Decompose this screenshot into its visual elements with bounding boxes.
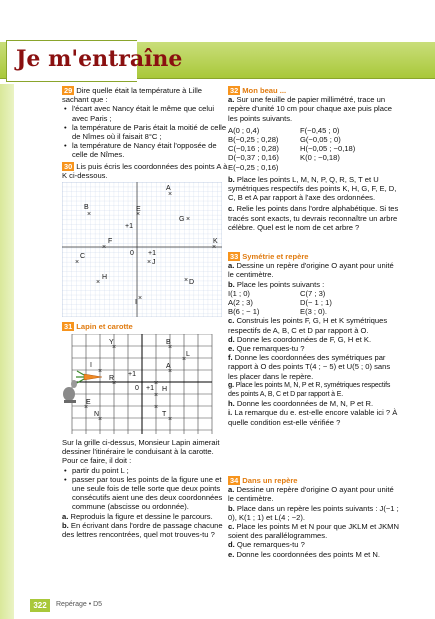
list-item: • l'écart avec Nancy était le même que celui avec Paris ;	[72, 104, 230, 122]
question-c: Construis les points F, G, H et K symétriques respectifs de A, B, C et D par rapport à O.	[228, 316, 388, 335]
exercise-32	[228, 86, 400, 232]
exercise-31-heading	[62, 322, 230, 331]
point-label-g: G	[179, 216, 185, 223]
coordinate: B(6 ; − 1)	[228, 307, 260, 317]
point-label-r: R	[109, 375, 115, 382]
point-label-e: E	[86, 399, 91, 406]
svg-text:×: ×	[153, 392, 159, 399]
question-b: Place les points suivants :	[236, 279, 325, 289]
exercise-text: Sur la grille ci-dessus, Monsieur Lapin aimerait dessiner l'itinéraire le conduisant à la carotte. Pour ce faire, il doit :	[62, 438, 220, 466]
svg-text:×: ×	[153, 404, 159, 411]
point-label-e: E	[136, 206, 141, 213]
svg-text:×: ×	[74, 259, 80, 266]
question-label: b.	[228, 174, 235, 184]
coordinate-grid-30	[62, 182, 222, 317]
question-a: Reproduis la figure et dessine le parcours.	[70, 511, 213, 521]
question-label: e.	[228, 549, 235, 559]
coordinate	[300, 163, 372, 172]
point-label-y: Y	[109, 339, 114, 346]
point-label-t: T	[162, 411, 167, 418]
svg-text:×: ×	[167, 368, 173, 375]
exercise-number: 33	[230, 252, 239, 261]
point-label-a: A	[166, 185, 171, 192]
point-label-d: D	[189, 279, 195, 286]
question-label: h.	[228, 399, 235, 409]
exercise-title: Mon beau ...	[242, 86, 287, 95]
svg-text:×: ×	[86, 211, 92, 218]
exercise-text: Lis puis écris les coordonnées des points A à K ci-dessous.	[62, 162, 228, 181]
point-label-h: H	[102, 274, 108, 281]
question-label: a.	[62, 511, 69, 521]
svg-text:×: ×	[167, 344, 173, 351]
coordinate: D(− 1 ; 1)	[300, 298, 332, 308]
unit-label: +1	[125, 223, 133, 230]
question-label: b.	[228, 503, 235, 513]
exercise-number: 34	[230, 476, 239, 485]
exercise-30	[62, 162, 230, 180]
exercise-number: 30	[64, 162, 73, 171]
list-item: • la température de Paris était la moitié de celle de Nîmes où il faisait 8°C ;	[72, 123, 230, 141]
exercise-text: Dire quelle était la température à Lille sachant que :	[62, 86, 203, 105]
question-c: Relie les points dans l'ordre alphabétique. Si tes tracés sont exacts, tu devrais reconnaître un arbre célèbre. Quel est le nom de cet arbre ?	[228, 204, 399, 232]
svg-text:×: ×	[135, 211, 141, 218]
point-label-b: B	[166, 339, 171, 346]
coordinate: B(−0,25 ; 0,28)	[228, 135, 279, 145]
question-a: Dessine un repère d'origine O ayant pour unité le centimètre.	[228, 261, 394, 280]
coordinate: I(1 ; 0)	[228, 288, 250, 298]
svg-text:×: ×	[153, 380, 159, 387]
point-label-i: I	[135, 299, 137, 306]
question-d: Donne les coordonnées de F, G, H et K.	[236, 334, 372, 344]
point-label-j: J	[152, 259, 156, 266]
svg-text:×: ×	[185, 216, 191, 223]
question-label: c.	[228, 522, 235, 532]
svg-text:×: ×	[97, 416, 103, 423]
exercise-number: 32	[230, 86, 239, 95]
coordinate: K(0 ; −0,18)	[300, 153, 340, 163]
origin-label: 0	[130, 250, 134, 257]
coordinate: A(0 ; 0,4)	[228, 125, 260, 135]
svg-text:×: ×	[167, 191, 173, 198]
coordinate: C(7 ; 3)	[300, 288, 326, 298]
exercise-33	[228, 252, 400, 427]
page-header	[0, 0, 435, 84]
exercise-34	[228, 476, 400, 559]
page-title: Je m'entraîne	[16, 46, 183, 72]
exercise-title: Symétrie et repère	[242, 252, 309, 261]
svg-text:×: ×	[97, 368, 103, 375]
origin-label: 0	[135, 385, 139, 392]
question-e: Que remarques-tu ?	[236, 344, 305, 354]
question-b: Place dans un repère les points suivants : J(−1 ; 0), K(1 ; 1) et L(4 ; −2).	[228, 503, 399, 522]
coordinate: H(−0,05 ; −0,18)	[300, 144, 356, 154]
question-label: b.	[62, 520, 69, 530]
question-label: c.	[228, 316, 235, 326]
coordinate-list	[228, 289, 400, 317]
question-label: f.	[228, 353, 233, 363]
question-g: Place les points M, N, P et R, symétriques respectifs des points A, B, C et D par rapport à E.	[228, 381, 391, 399]
question-f: Donne les coordonnées des symétriques par rapport à O des points T(4 ; − 5) et U(5 ; 0) sans les placer dans le repère.	[228, 353, 391, 381]
question-a: Sur une feuille de papier millimétré, trace un repère d'unité 10 cm pour chaque axe puis place les points suivants.	[228, 95, 392, 123]
question-label: a.	[228, 261, 235, 271]
rabbit-icon	[63, 380, 77, 403]
list-item: • la température de Nancy était l'opposée de celle de Nîmes.	[72, 141, 230, 159]
question-d: Que remarques-tu ?	[236, 540, 305, 550]
svg-text:×: ×	[111, 344, 117, 351]
coordinate: C(−0,16 ; 0,28)	[228, 144, 279, 154]
question-label: a.	[228, 95, 235, 105]
svg-text:×: ×	[95, 279, 101, 286]
svg-text:×: ×	[167, 416, 173, 423]
question-label: a.	[228, 485, 235, 495]
coordinate: A(2 ; 3)	[228, 298, 253, 308]
question-e: Donne les coordonnées des points M et N.	[236, 549, 380, 559]
exercise-number: 31	[64, 322, 73, 331]
question-label: c.	[228, 204, 235, 214]
question-label: d.	[228, 540, 235, 550]
unit-label: +1	[148, 250, 156, 257]
question-a: Dessine un repère d'origine O ayant pour unité le centimètre.	[228, 485, 394, 504]
point-label-f: F	[108, 238, 113, 245]
unit-label: +1	[146, 385, 154, 392]
question-label: d.	[228, 334, 235, 344]
svg-text:×: ×	[101, 244, 107, 251]
question-label: g.	[228, 381, 234, 389]
question-label: i.	[228, 408, 233, 418]
point-label-b: B	[84, 204, 89, 211]
question-c: Place les points M et N pour que JKLM et JKMN soient des parallélogrammes.	[228, 522, 399, 541]
point-label-h: H	[162, 386, 168, 393]
svg-text:×: ×	[111, 380, 117, 387]
exercise-title: Lapin et carotte	[76, 322, 133, 331]
svg-text:×: ×	[183, 277, 189, 284]
point-label-c: C	[80, 253, 86, 260]
side-band	[0, 84, 14, 619]
footer-text: Repérage • D5	[56, 601, 103, 608]
coordinate: F(−0,45 ; 0)	[300, 125, 340, 135]
question-label: e.	[228, 344, 235, 354]
coordinate-list	[228, 126, 400, 172]
question-h: Donne les coordonnées de M, N, P et R.	[236, 399, 374, 409]
point-label-k: K	[213, 238, 218, 245]
svg-text:×: ×	[83, 404, 89, 411]
exercise-29	[62, 86, 230, 160]
list-item: • passer par tous les points de la figure une et une seule fois de telle sorte que deux points consécutifs aient une des deux coordonnées commune (abscisse ou ordonnée).	[72, 475, 230, 512]
point-label-a: A	[166, 363, 171, 370]
svg-text:×: ×	[146, 259, 152, 266]
coordinate: D(−0,37 ; 0,16)	[228, 153, 279, 163]
svg-text:×: ×	[211, 244, 217, 251]
question-b: Place les points L, M, N, P, Q, R, S, T et U symétriques respectifs des points K, H, G, F, E, D, C, B et A par rapport à l'axe des ordonnées.	[228, 174, 397, 203]
point-label-i: I	[90, 362, 92, 369]
list-item: • partir du point L ;	[72, 466, 230, 475]
svg-text:×: ×	[137, 295, 143, 302]
question-b: En écrivant dans l'ordre de passage chacune des lettres rencontrées, quel mot trouves-tu ?	[62, 520, 223, 540]
page-number: 322	[30, 599, 50, 612]
svg-text:×: ×	[181, 356, 187, 363]
coordinate: G(−0,05 ; 0)	[300, 135, 341, 145]
point-label-n: N	[94, 411, 100, 418]
question-i: La remarque du e. est-elle encore valable ici ? À quelle condition est-elle vérifiée ?	[228, 408, 398, 427]
coordinate: E(3 ; 0).	[300, 307, 328, 317]
exercise-number: 29	[64, 86, 73, 95]
exercise-title: Dans un repère	[242, 476, 298, 485]
unit-label: +1	[128, 371, 136, 378]
question-label: b.	[228, 279, 235, 289]
lapin-grid	[62, 334, 233, 436]
exercise-31-body	[62, 438, 230, 539]
coordinate: E(−0,25 ; 0,16)	[228, 162, 279, 172]
point-label-l: L	[186, 351, 190, 358]
